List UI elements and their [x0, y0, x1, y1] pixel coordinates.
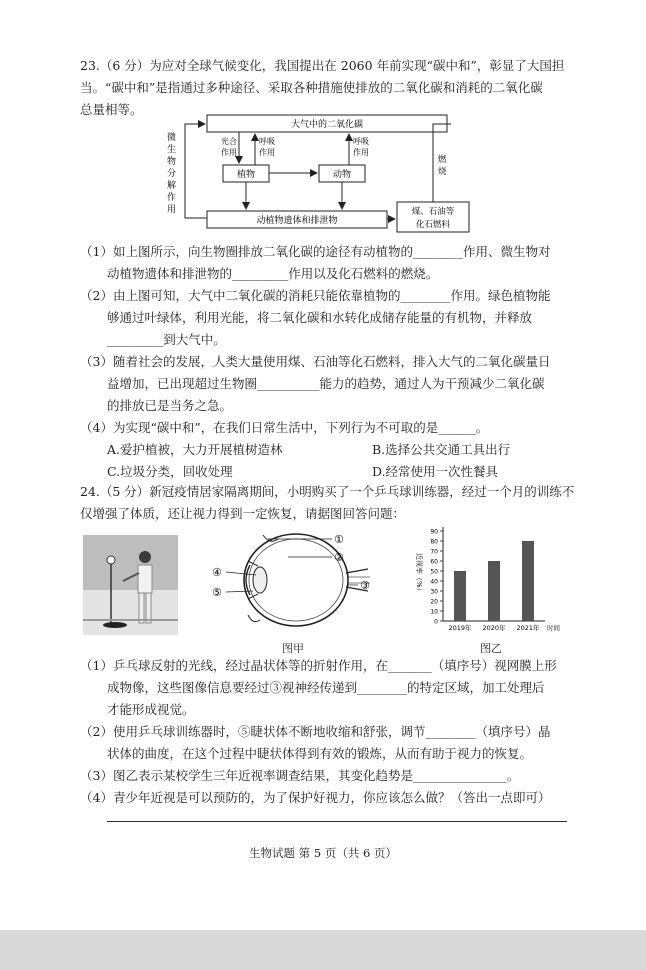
q24-line1: 24.（5 分）新冠疫情居家隔离期间，小明购买了一个乒乓球训练器，经过一个月的训练不 [80, 484, 575, 499]
svg-text:化石燃料: 化石燃料 [415, 220, 451, 230]
eye-label-1: ① [334, 533, 344, 546]
eye-diagram [208, 525, 378, 640]
svg-text:作用: 作用 [353, 148, 369, 157]
myopia-bar-chart [405, 523, 580, 643]
svg-text:动物: 动物 [332, 170, 352, 180]
q23-line1: 23.（6 分）为应对全球气候变化，我国提出在 2060 年前实现“碳中和”，彰显了大国担 [80, 58, 565, 73]
q23-s2c: _________到大气中。 [107, 332, 226, 347]
y-axis-label: 近视率（%） [415, 553, 423, 595]
svg-text:生: 生 [167, 145, 177, 155]
answer-line[interactable] [107, 821, 567, 822]
x-tick-label: 2021年 [516, 624, 540, 632]
y-tick-label: 10 [430, 608, 438, 616]
svg-text:煤、石油等: 煤、石油等 [411, 207, 455, 217]
svg-text:动植物遗体和排泄物: 动植物遗体和排泄物 [256, 216, 338, 226]
svg-text:用: 用 [167, 205, 177, 215]
q23-s3b: 益增加，已出现超过生物圈__________能力的趋势，通过人为干预减少二氧化碳 [107, 376, 545, 391]
y-tick-label: 70 [430, 548, 438, 556]
y-tick-label: 40 [430, 578, 438, 586]
q23-s3a: （3）随着社会的发展，人类大量使用煤、石油等化石燃料，排入大气的二氧化碳量日 [80, 354, 551, 369]
svg-text:作用: 作用 [221, 148, 237, 157]
svg-text:物: 物 [167, 157, 177, 167]
q24-line2: 仅增强了体质，还让视力得到一定恢复，请据图回答问题： [80, 506, 406, 521]
bar-2019年 [454, 571, 466, 621]
q23-s1b: 动植物遗体和排泄物的_________作用以及化石燃料的燃烧。 [107, 266, 439, 281]
svg-text:分: 分 [167, 169, 177, 179]
svg-text:解: 解 [167, 181, 177, 191]
bar-2020年 [488, 561, 500, 621]
eye-label-4: ④ [212, 566, 222, 579]
q24-s4: （4）青少年近视是可以预防的，为了保护好视力，你应该怎么做？（答出一点即可） [80, 790, 551, 805]
q24-s1c: 才能形成视觉。 [107, 702, 195, 717]
q24-s2b: 状体的曲度，在这个过程中睫状体得到有效的锻炼，从而有助于视力的恢复。 [107, 746, 533, 761]
q23-s2b: 够通过叶绿体，利用光能，将二氧化碳和水转化成储存能量的有机物，并释放 [107, 310, 533, 325]
eye-label-3: ③ [360, 579, 370, 592]
y-tick-label: 50 [430, 568, 438, 576]
y-tick-label: 60 [430, 558, 438, 566]
q23-s1a: （1）如上图所示，向生物圈排放二氧化碳的途径有动植物的________作用、微生物对 [80, 244, 551, 259]
decomposition-label [167, 131, 176, 215]
y-tick-label: 30 [430, 588, 438, 596]
bottom-bar [0, 930, 646, 970]
carbon-cycle-diagram [155, 110, 485, 235]
y-tick-label: 20 [430, 598, 438, 606]
figure-yi-caption: 图乙 [480, 642, 502, 655]
burning-label: 燃 [438, 155, 447, 165]
page-footer: 生物试题 第 5 页（共 6 页） [249, 846, 397, 860]
q23-s2a: （2）由上图可知，大气中二氧化碳的消耗只能依靠植物的________作用。绿色植物能 [80, 288, 551, 303]
y-tick-label: 0 [434, 618, 438, 626]
q23-option-b: B.选择公共交通工具出行 [372, 442, 511, 457]
x-tick-label: 2020年 [482, 624, 506, 632]
bar-2021年 [522, 541, 534, 621]
plant-respiration-label: 呼吸 [259, 137, 275, 146]
q23-option-c: C.垃圾分类，回收处理 [107, 464, 233, 479]
table-tennis-photo [83, 535, 178, 635]
q24-s1b: 成物像，这些图像信息要经过③视神经传递到________的特定区域，加工处理后 [107, 680, 545, 695]
svg-text:植物: 植物 [236, 170, 256, 180]
svg-text:作: 作 [167, 193, 177, 203]
y-tick-label: 80 [430, 538, 438, 546]
figure-jia-caption: 图甲 [282, 642, 304, 655]
atmosphere-co2-label: 大气中的二氧化碳 [290, 120, 364, 130]
q24-s2a: （2）使用乒乓球训练器时，⑤睫状体不断地收缩和舒张，调节________（填序号）晶 [80, 724, 551, 739]
x-tick-label: 2019年 [448, 624, 472, 632]
eye-label-5: ⑤ [212, 586, 222, 599]
q23-option-d: D.经常使用一次性餐具 [372, 464, 499, 479]
eye-label-2: ② [334, 551, 344, 564]
animal-respiration-label: 呼吸 [353, 137, 369, 146]
q23-line2: 当。“碳中和”是指通过多种途径、采取各种措施使排放的二氧化碳和消耗的二氧化碳 [80, 80, 543, 95]
photosynthesis-label: 光合 [221, 137, 237, 146]
q23-s4: （4）为实现“碳中和”，在我们日常生活中，下列行为不可取的是______。 [80, 420, 489, 435]
q23-s3c: 的排放已是当务之急。 [107, 398, 233, 413]
svg-text:作用: 作用 [259, 148, 275, 157]
q24-s3: （3）图乙表示某校学生三年近视率调查结果，其变化趋势是_______________。 [80, 768, 520, 783]
svg-text:微: 微 [167, 133, 177, 143]
svg-text:烧: 烧 [438, 167, 447, 177]
q24-s1a: （1）乒乓球反射的光线，经过晶状体等的折射作用，在_______（填序号）视网膜上形 [80, 658, 557, 673]
q23-option-a: A.爱护植被，大力开展植树造林 [107, 442, 283, 457]
q23-line3: 总量相等。 [80, 102, 143, 117]
x-axis-label: 时间 [547, 624, 560, 632]
y-tick-label: 90 [430, 528, 438, 536]
